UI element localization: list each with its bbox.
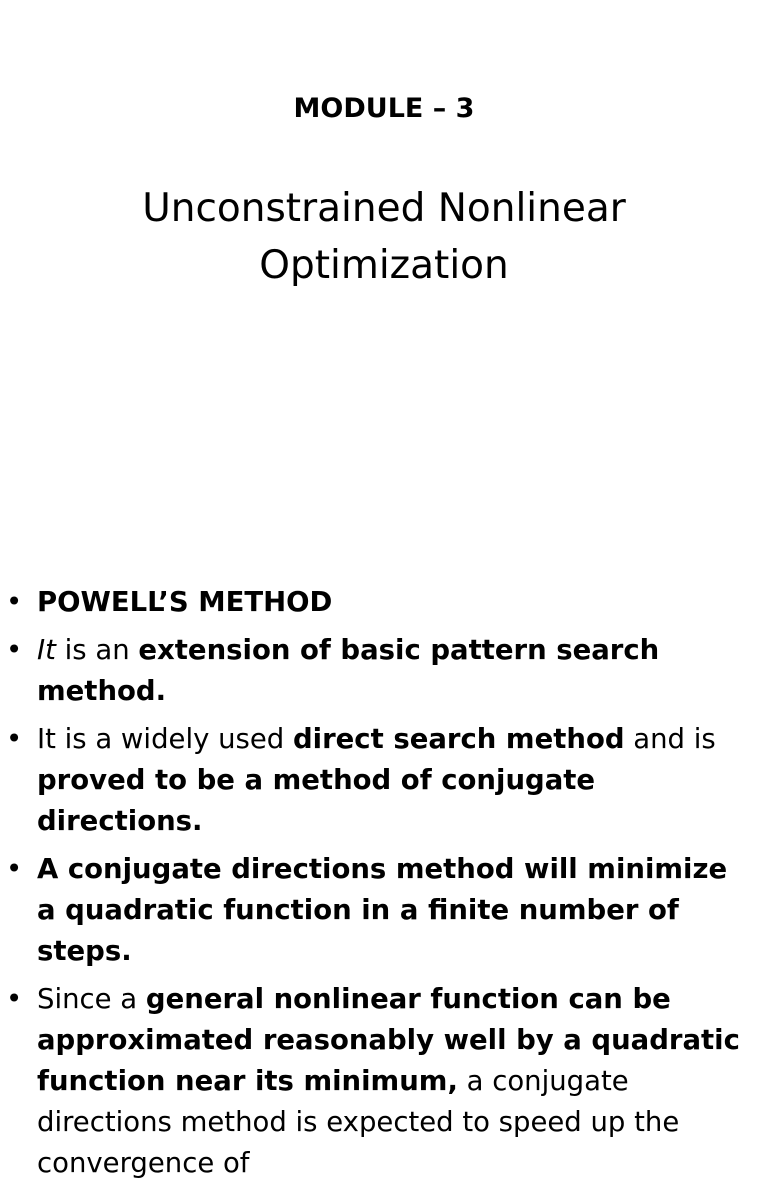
bullet-text-italic: It <box>37 634 56 666</box>
bullet-marker: • <box>6 586 23 618</box>
bullet-text: It is a widely used <box>37 723 293 755</box>
bullet-marker: • <box>6 634 23 666</box>
module-label: MODULE – 3 <box>293 93 475 124</box>
bullet-text: Since a <box>37 983 146 1015</box>
bullet-marker: • <box>6 723 23 755</box>
bullet-list <box>0 582 768 1191</box>
bullet-item-extension <box>0 630 768 712</box>
bullet-text-bold: general nonlinear function can be approximated reasonably well by a quadratic function near its minimum, <box>37 983 740 1097</box>
page-title: Unconstrained Nonlinear Optimization <box>142 186 626 288</box>
bullet-text-bold: proved to be a method of conjugate directions. <box>37 764 596 837</box>
bullet-item-powell-method <box>0 582 768 623</box>
bullet-item-direct-search <box>0 719 768 842</box>
bullet-marker: • <box>6 853 23 885</box>
bullet-text: is an <box>55 634 139 666</box>
bullet-text-bold: extension of basic pattern search method. <box>37 634 660 707</box>
bullet-text-bold: direct search method <box>292 723 625 755</box>
bullet-item-conjugate-directions <box>0 849 768 972</box>
bullet-item-nonlinear-function <box>0 979 768 1184</box>
bullet-text-bold: POWELL’S METHOD <box>37 586 333 618</box>
bullet-text-bold: A conjugate directions method will minimize a quadratic function in a finite number of steps. <box>37 853 728 967</box>
bullet-text: and is <box>624 723 716 755</box>
bullet-text: a conjugate directions method is expected to speed up the convergence of <box>37 1065 680 1179</box>
bullet-marker: • <box>6 983 23 1015</box>
